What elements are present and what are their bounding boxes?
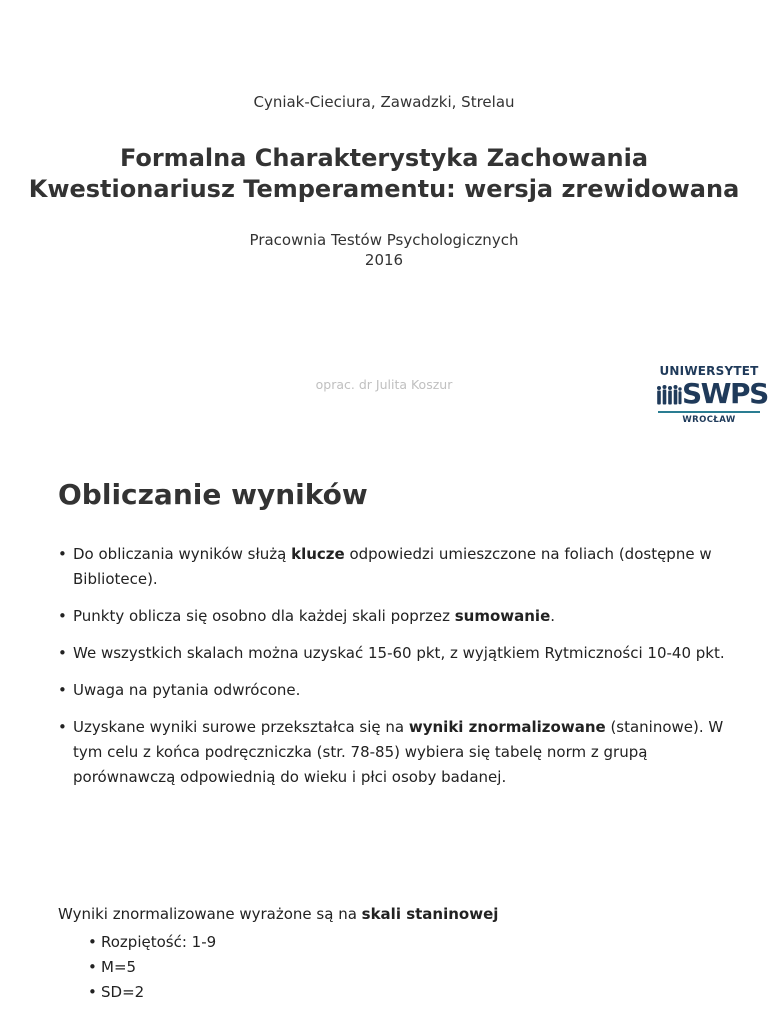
university-logo (656, 364, 768, 428)
author-note: oprac. dr Julita Koszur (315, 377, 453, 392)
scale-item: • SD=2 (88, 980, 216, 1005)
logo-line-1: UNIWERSYTET (659, 364, 759, 378)
bullet-list (58, 542, 738, 802)
logo-divider (658, 411, 760, 413)
title-slide (0, 0, 768, 440)
title-line-2: Kwestionariusz Temperamentu: wersja zrewidowana (28, 175, 740, 203)
scale-intro: Wyniki znormalizowane wyrażone są na skali staninowej (58, 905, 499, 923)
scale-list (88, 930, 216, 1005)
title-line-1: Formalna Charakterystyka Zachowania (119, 144, 649, 172)
slide-heading: Obliczanie wyników (58, 478, 368, 511)
logo-line-2: SWPS (682, 377, 768, 410)
bullet-item: • We wszystkich skalach można uzyskać 15-60 pkt, z wyjątkiem Rytmiczności 10-40 pkt. (58, 641, 738, 666)
slide-title (0, 143, 768, 205)
content-slide (0, 440, 768, 1024)
scale-item: • M=5 (88, 955, 216, 980)
bullet-item: • Uzyskane wyniki surowe przekształca się na wyniki znormalizowane (staninowe). W tym celu z końca podręczniczka (str. 78-85) wybiera się tabelę norm z grupą porównawczą odpowiednią do wieku i płci osoby badanej. (58, 715, 738, 790)
bullet-item: • Punkty oblicza się osobno dla każdej skali poprzez sumowanie. (58, 604, 738, 629)
bullet-item: • Do obliczania wyników służą klucze odpowiedzi umieszczone na foliach (dostępne w Bibliotece). (58, 542, 738, 592)
authors: Cyniak-Cieciura, Zawadzki, Strelau (253, 93, 515, 111)
publisher: Pracownia Testów Psychologicznych (249, 231, 519, 249)
scale-item: • Rozpiętość: 1-9 (88, 930, 216, 955)
year: 2016 (364, 251, 404, 269)
people-silhouettes-icon (656, 384, 682, 408)
bullet-item: • Uwaga na pytania odwrócone. (58, 678, 738, 703)
publisher-block (0, 230, 768, 270)
logo-line-3: WROCŁAW (682, 415, 736, 425)
